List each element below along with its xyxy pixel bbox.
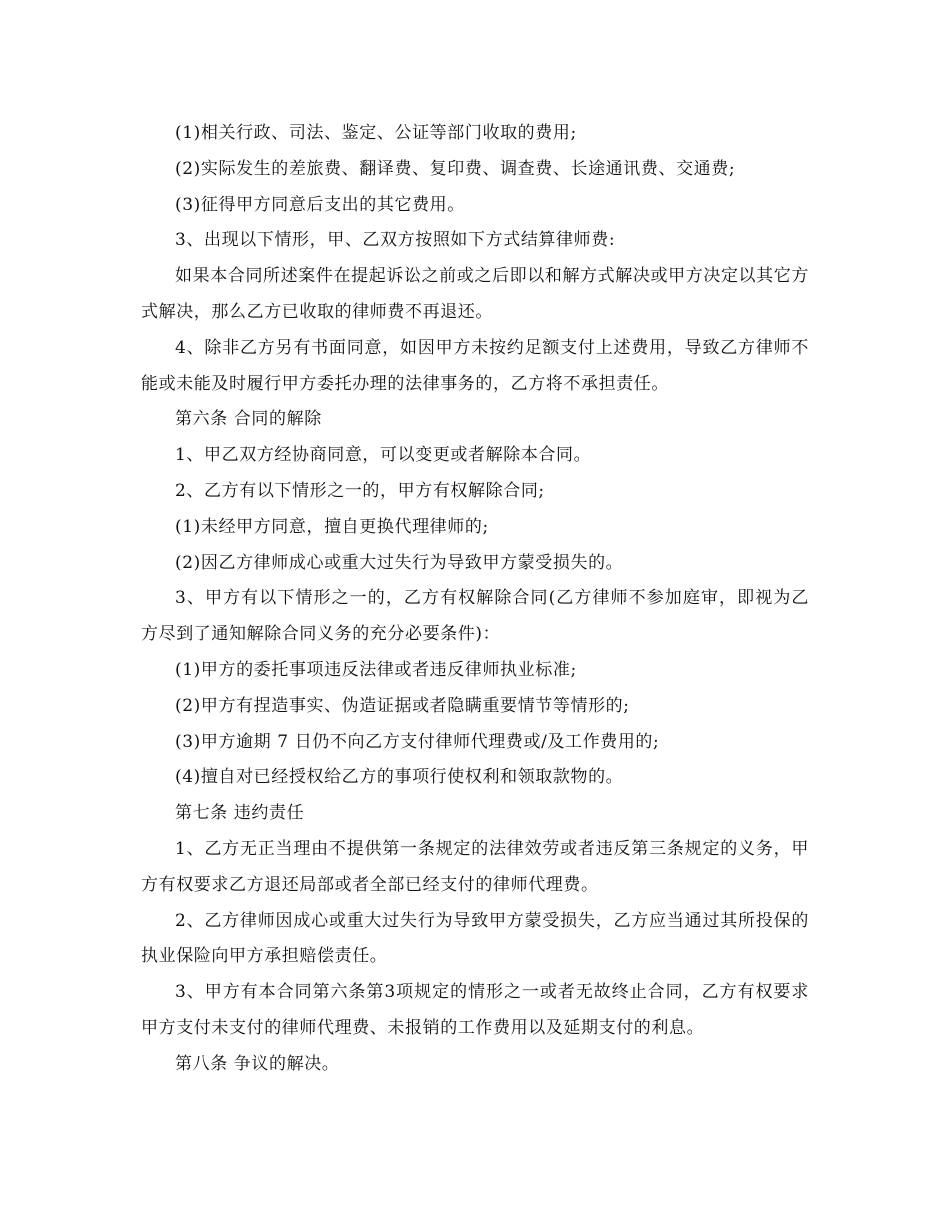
paragraph-settlement-condition: 如果本合同所述案件在提起诉讼之前或之后即以和解方式解决或甲方决定以其它方式解决，那么乙方已收取的律师费不再退还。 [141, 266, 809, 322]
paragraph-article-6-item-2-sub-2: (2)因乙方律师成心或重大过失行为导致甲方蒙受损失的。 [175, 552, 624, 573]
paragraph-article-7-item-3: 3、甲方有本合同第六条第3项规定的情形之一或者无故终止合同，乙方有权要求甲方支付未支付的律师代理费、未报销的工作费用以及延期支付的利息。 [141, 982, 809, 1038]
paragraph-expense-item-2: (2)实际发生的差旅费、翻译费、复印费、调查费、长途通讯费、交通费; [175, 158, 736, 179]
paragraph-article-6-item-3-sub-4: (4)擅自对已经授权给乙方的事项行使权利和领取款物的。 [175, 767, 624, 788]
paragraph-expense-item-3: (3)征得甲方同意后支出的其它费用。 [175, 194, 465, 215]
paragraph-article-6-item-2-sub-1: (1)未经甲方同意，擅自更换代理律师的; [175, 516, 489, 537]
paragraph-clause-4: 4、除非乙方另有书面同意，如因甲方未按约足额支付上述费用，导致乙方律师不能或未能及时履行甲方委托办理的法律事务的，乙方将不承担责任。 [141, 337, 809, 394]
paragraph-article-6-item-3: 3、甲方有以下情形之一的，乙方有权解除合同(乙方律师不参加庭审，即视为乙方尽到了通知解除合同义务的充分必要条件)： [141, 588, 809, 645]
section-heading-article-6: 第六条 合同的解除 [175, 409, 322, 430]
document-page [141, 116, 809, 1083]
section-heading-article-8: 第八条 争议的解决。 [175, 1053, 340, 1074]
paragraph-fee-settlement: 3、出现以下情形，甲、乙双方按照如下方式结算律师费: [175, 230, 616, 251]
paragraph-article-6-item-3-sub-2: (2)甲方有捏造事实、伪造证据或者隐瞒重要情节等情形的; [175, 695, 630, 716]
paragraph-article-7-item-2: 2、乙方律师因成心或重大过失行为导致甲方蒙受损失，乙方应当通过其所投保的执业保险向甲方承担赔偿责任。 [141, 910, 809, 967]
paragraph-article-6-item-1: 1、甲乙双方经协商同意，可以变更或者解除本合同。 [175, 445, 592, 466]
paragraph-article-6-item-2: 2、乙方有以下情形之一的，甲方有权解除合同; [175, 480, 545, 501]
paragraph-expense-item-1: (1)相关行政、司法、鉴定、公证等部门收取的费用; [175, 123, 577, 143]
paragraph-article-6-item-3-sub-3: (3)甲方逾期 7 日仍不向乙方支付律师代理费或/及工作费用的; [175, 731, 660, 752]
paragraph-article-7-item-1: 1、乙方无正当理由不提供第一条规定的法律效劳或者违反第三条规定的义务，甲方有权要求乙方退还局部或者全部已经支付的律师代理费。 [141, 838, 809, 895]
paragraph-article-6-item-3-sub-1: (1)甲方的委托事项违反法律或者违反律师执业标准; [175, 659, 577, 680]
section-heading-article-7: 第七条 违约责任 [175, 803, 305, 824]
